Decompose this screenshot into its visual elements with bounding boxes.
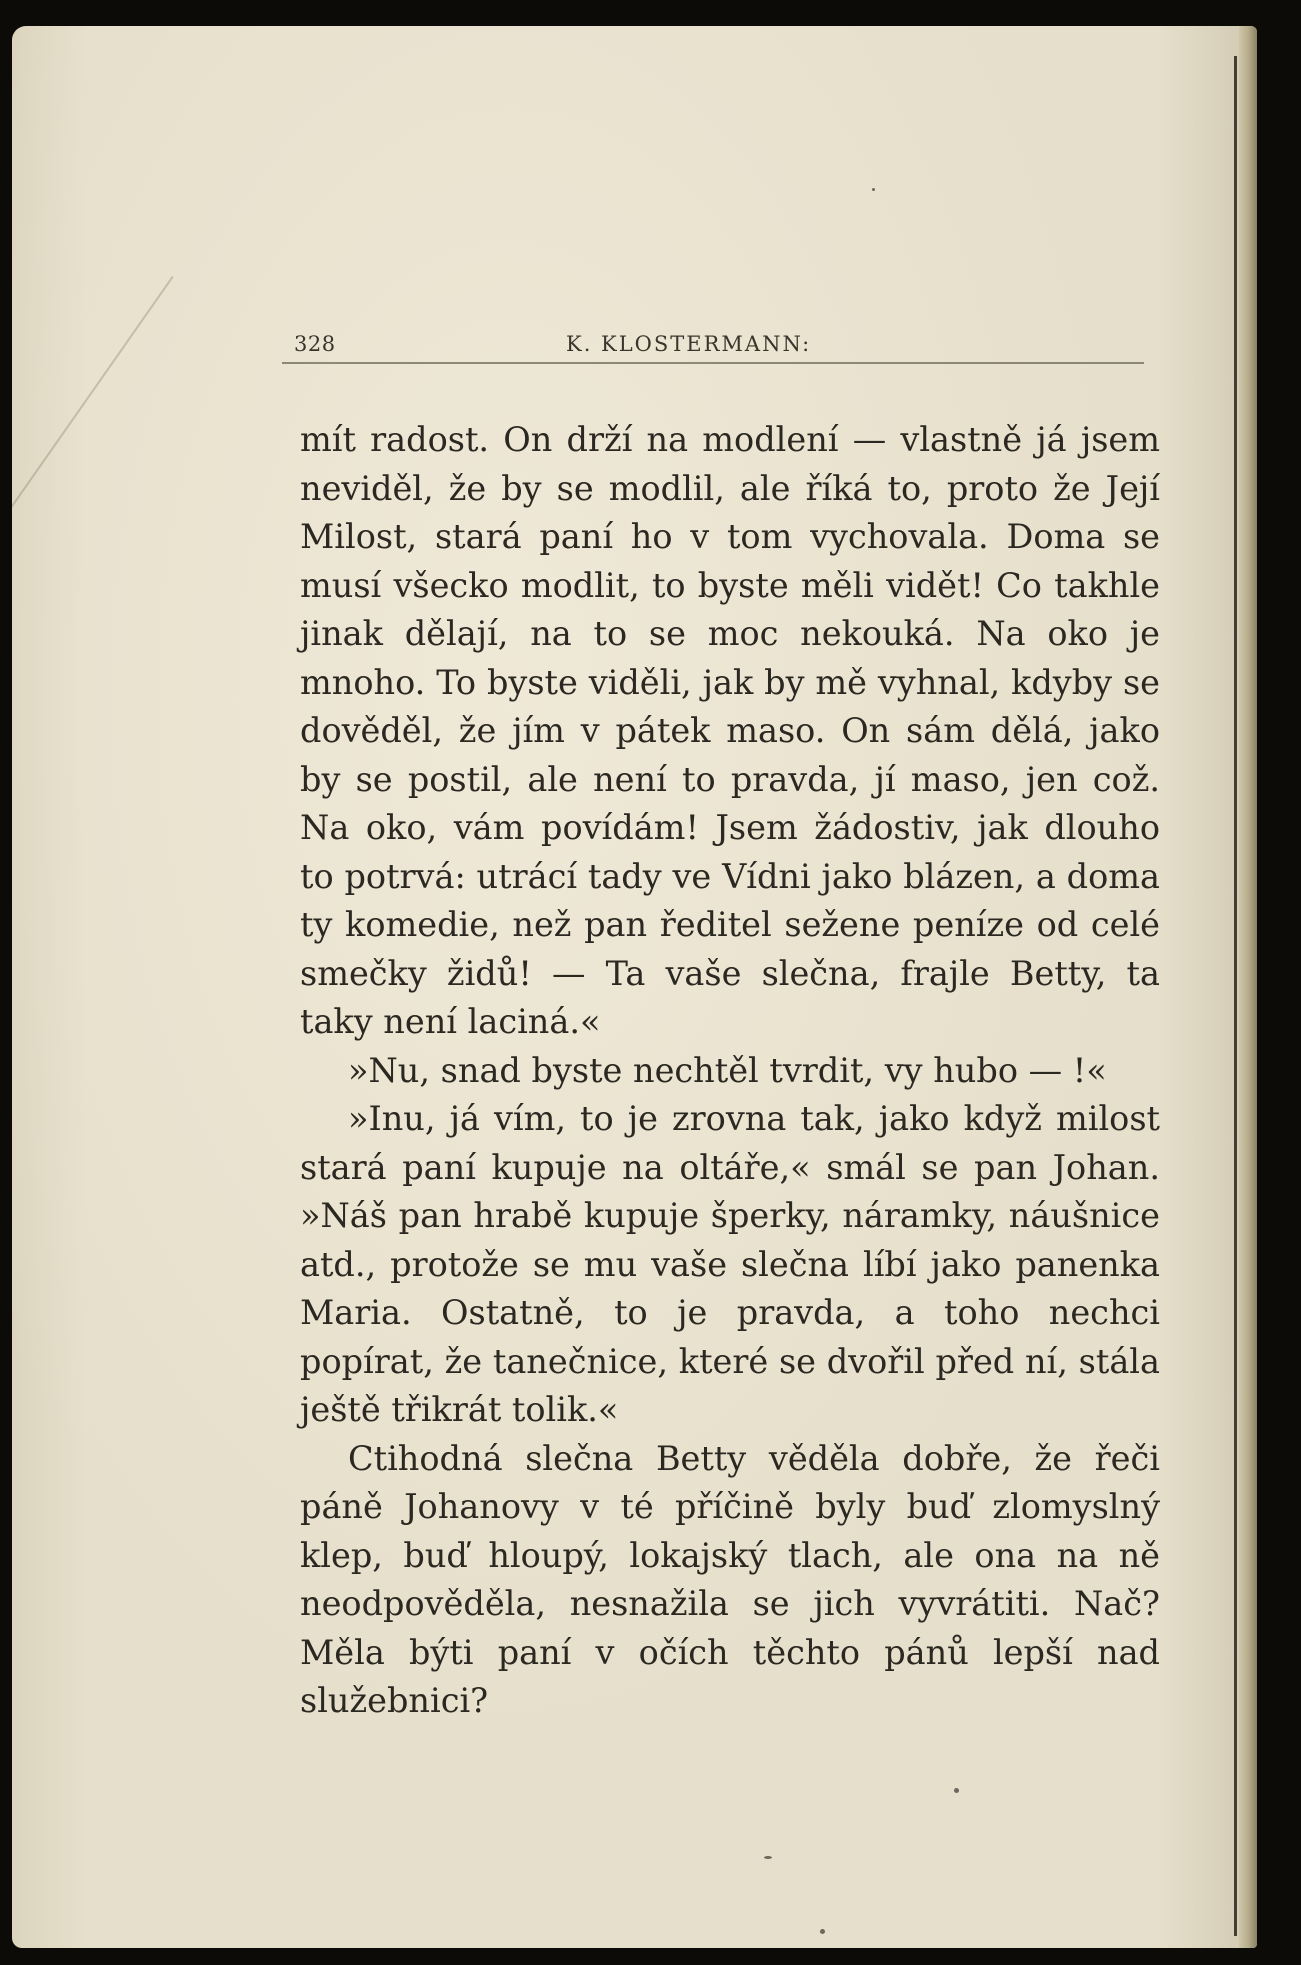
paragraph: »Nu, snad byste nechtěl tvrdit, vy hubo — !«: [348, 1050, 1107, 1090]
paragraph: Ctihodná slečna Betty věděla dobře, že řeči páně Johanovy v té příčině byly buď zlomyslný klep, buď hloupý, lokajský tlach, ale ona na ně neodpověděla, nesnažila se jich vyvrátiti. Nač? Měla býti paní v očích těchto pánů lepší nad služebnici?: [300, 1438, 1160, 1720]
ink-speck: [872, 188, 875, 191]
page-edge-line: [1234, 56, 1237, 1936]
page-crease: [12, 276, 174, 523]
page-number: 328: [294, 332, 336, 356]
paragraph: mít radost. On drží na modlení — vlastně já jsem neviděl, že by se modlil, ale říká to, proto že Její Milost, stará paní ho v tom vychovala. Doma se musí všecko modlit, to byste měli vidět! Co takhle jinak dělají, na to se moc nekouká. Na oko je mnoho. To byste viděli, jak by mě vyhnal, kdyby se dověděl, že jím v pátek maso. On sám dělá, jako by se postil, ale není to pravda, jí maso, jen což. Na oko, vám povídám! Jsem žádostiv, jak dlouho to potrvá: utrácí tady ve Vídni jako blázen, a doma ty komedie, než pan ředitel sežene peníze od celé smečky židů! — Ta vaše slečna, frajle Betty, ta taky není laciná.«: [300, 420, 1160, 1041]
paragraph: »Inu, já vím, to je zrovna tak, jako když milost stará paní kupuje na oltáře,« smál se pan Johan. »Náš pan hrabě kupuje šperky, náramky, náušnice atd., protože se mu vaše slečna líbí jako panenka Maria. Ostatně, to je pravda, a toho nechci popírat, že tanečnice, které se dvořil před ní, stála ještě třikrát tolik.«: [300, 1099, 1160, 1429]
page-header: [282, 322, 1144, 366]
ink-speck: [764, 1856, 772, 1859]
ink-speck: [954, 1788, 959, 1793]
header-rule: [282, 362, 1144, 364]
book-page: [12, 26, 1257, 1948]
page-edge-shadow: [1239, 26, 1257, 1948]
body-text: [300, 416, 1160, 1726]
ink-speck: [820, 1929, 825, 1934]
running-head: K. KLOSTERMANN:: [566, 332, 812, 356]
